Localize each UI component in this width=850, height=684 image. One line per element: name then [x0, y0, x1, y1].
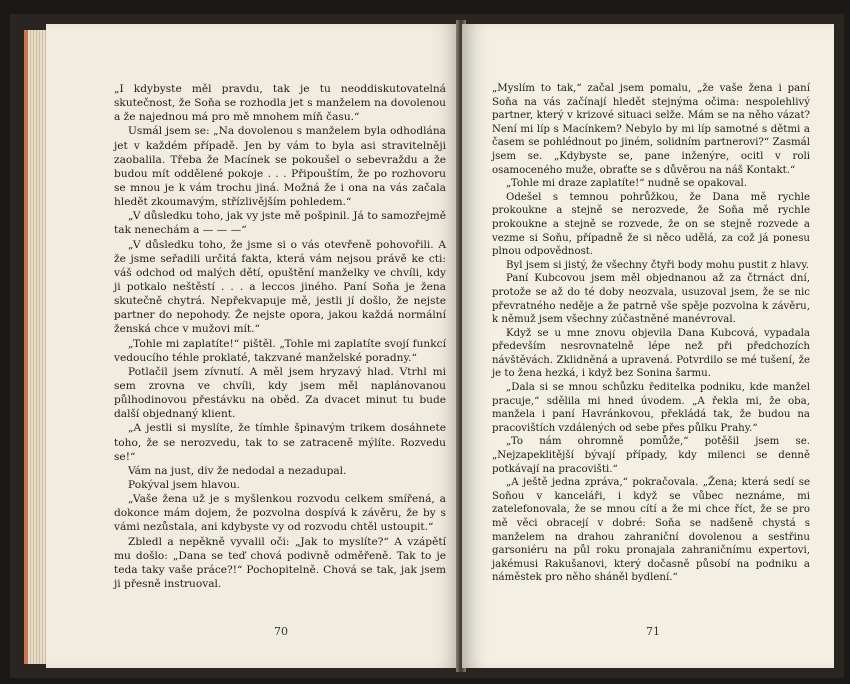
- paragraph: Pokýval jsem hlavou.: [128, 478, 241, 491]
- book-spread: [10, 14, 844, 678]
- paragraph: Potlačil jsem zívnutí. A měl jsem hryzavý hlad. Vtrhl mi sem zrovna ve chvíli, kdy jsem měl naplánovanou půlhodinovou přestávku na oběd. Za dvacet minut tu bude další objednaný klient.: [114, 365, 446, 421]
- paragraph: „Tohle mi draze zaplatíte!“ nudně se opakoval.: [506, 178, 748, 190]
- paragraph: „Vaše žena už je s myšlenkou rozvodu celkem smířená, a dokonce mám dojem, že pozvolna dospívá k závěru, že by s vámi nezůstala, ani kdybyste vy od rozvodu chtěl ustoupit.“: [114, 493, 446, 534]
- paragraph: „Dala si se mnou schůzku ředitelka podniku, kde manžel pracuje,“ sdělila mi hned úvodem. „A řekla mi, že oba, manžela i paní Havránkovou, překládá tak, že budou na pracovištích vzdálených od sebe přes půlku Prahy.“: [492, 382, 810, 434]
- paragraph: Vám na just, div že nedodal a nezadupal.: [128, 464, 347, 477]
- right-page: [462, 24, 834, 668]
- paragraph: Paní Kubcovou jsem měl objednanou až za čtrnáct dní, protože se až do té doby neozvala, usuzoval jsem, že se nic převratného neděje a že patrně vše spěje pozvolna k závěru, k němuž jsem všechny zúčastněné manévroval.: [492, 273, 810, 326]
- left-page-text: [114, 82, 446, 591]
- paragraph: Když se u mne znovu objevila Dana Kubcová, vypadala především nesrovnatelně lépe než při předchozích návštěvách. Zklidněná a upravená. Potvrdilo se mé tušení, že je to žena hezká, i když bez Sonina šarmu.: [492, 327, 810, 380]
- paragraph: Usmál jsem se: „Na dovolenou s manželem byla odhodlána jet v každém případě. Jen by vám to byla asi stravitelněji zaobalila. Třeba že Macínek se pokoušel o sebevraždu a že budou mít oddělené pokoje . . . Připouštím, že po rozhovoru se mnou je k vám trochu jiná. Možná že i ona na vás začala hledět zkoumavým, střízlivějším pohledem.“: [114, 125, 446, 209]
- paragraph: Odešel s temnou pohrůžkou, že Dana mě rychle prokoukne a stejně se nerozvede, že Soňa mě rychle prokoukne a stejně se rozvede, že on se stejně rozvede a vezme si Soňu, případně že si něco udělá, za což já ponesu plnou odpovědnost.: [492, 191, 810, 258]
- paragraph: Byl jsem si jistý, že všechny čtyři body mohu pustit z hlavy.: [506, 259, 809, 271]
- paragraph: Zbledl a nepěkně vyvalil oči: „Jak to myslíte?“ A vzápětí mu došlo: „Dana se teď chová podivně odměřeně. Tak to je teda taky vaše práce?!“ Pochopitelně. Chová se tak, jak jsem ji přesně instruoval.: [114, 535, 446, 590]
- paragraph: „V důsledku toho, jak vy jste mě pošpinil. Já to samozřejmě tak nenechám a — — —“: [114, 210, 446, 237]
- paragraph: „V důsledku toho, že jsme si o vás otevřeně pohovořili. A že jsme seřadili určitá fakta, která vám nejsou právě ke cti: váš odchod od malých dětí, opuštění manželky ve chvíli, kdy ji potkalo neštěstí . . . a leccos jiného. Paní Soňa je žena skutečně chytrá. Nepřekvapuje mě, jestli jí došlo, že nejste partner do nepohody. Že nejste opora, jakou každá normální ženská chce v mužovi mít.“: [114, 238, 446, 336]
- paragraph: „To nám ohromně pomůže,“ potěšil jsem se. „Nejzapeklitější bývají případy, kdy milenci se denně potkávají na pracovišti.“: [492, 436, 810, 475]
- left-page: [46, 24, 460, 668]
- page-number: 71: [646, 625, 660, 638]
- paragraph: „Tohle mi zaplatíte!“ pištěl. „Tohle mi zaplatíte svojí funkcí vedoucího téhle proklaté, takzvané manželské poradny.“: [114, 337, 446, 364]
- paragraph: „Myslím to tak,“ začal jsem pomalu, „že vaše žena i paní Soňa na vás začínají hledět stejnýma očima: nespolehlivý partner, který v krizové situaci selže. Mám se na něho vázat? Není mi líp s Macínkem? Nebylo by mi líp samotné s dětmi a časem se pohlédnout po jiném, solidním partnerovi?“ Zasmál jsem se. „Kdybyste se, pane inženýre, ocitl v roli osamoceného muže, obraťte se s důvěrou na náš Kontakt.“: [492, 83, 810, 176]
- paragraph: „I kdybyste měl pravdu, tak je tu neoddiskutovatelná skutečnost, že Soňa se rozhodla jet s manželem na dovolenou a že najednou má pro mě mnohem míň času.“: [114, 83, 446, 124]
- right-page-text: [492, 82, 810, 585]
- paragraph: „A jestli si myslíte, že tímhle špinavým trikem dosáhnete toho, že se nerozvedu, tak to se zatraceně mýlíte. Rozvedu se!“: [114, 422, 446, 463]
- paragraph: „A ještě jedna zpráva,“ pokračovala. „Žena; která sedí se Soňou v kanceláři, i když se vůbec neznáme, mi zatelefonovala, že se mnou cítí a že mi chce říct, že se pro mě věci obracejí v dobré: Soňa se nadšeně chystá s manželem na drahou zahraniční dovolenou a sestřinu garsoniéru na půl roku pronajala zahraničnímu expertovi, jakémusi Rakušanovi, který dočasně působí na podniku a náměstek pro něho sháněl bydlení.“: [492, 477, 810, 584]
- page-number: 70: [274, 625, 288, 638]
